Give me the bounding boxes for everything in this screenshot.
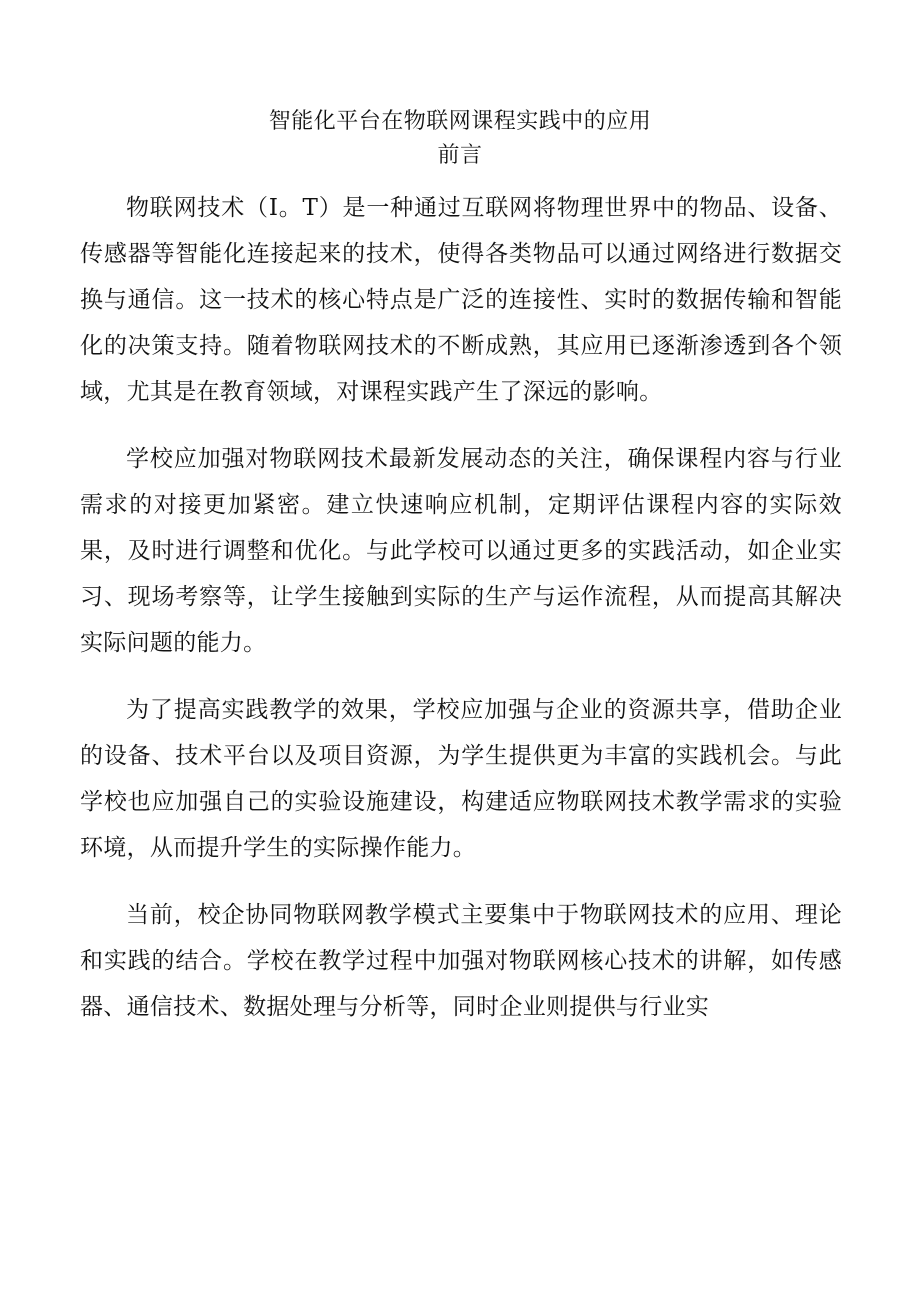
section-heading: 前言 xyxy=(437,143,483,168)
paragraph-2: 学校应加强对物联网技术最新发展动态的关注，确保课程内容与行业需求的对接更加紧密。建立快速响应机制，定期评估课程内容的实际效果，及时进行调整和优化。与此学校可以通过更多的实践活动，如企业实习、现场考察等，让学生接触到实际的生产与运作流程，从而提高其解决实际问题的能力。 xyxy=(80,446,842,656)
paragraph-1: 物联网技术（I。T）是一种通过互联网将物理世界中的物品、设备、传感器等智能化连接起来的技术，使得各类物品可以通过网络进行数据交换与通信。这一技术的核心特点是广泛的连接性、实时的数据传输和智能化的决策支持。随着物联网技术的不断成熟，其应用已逐渐渗透到各个领域，尤其是在教育领域，对课程实践产生了深远的影响。 xyxy=(80,195,842,405)
document-title: 智能化平台在物联网课程实践中的应用 xyxy=(268,109,652,134)
paragraph-4: 当前，校企协同物联网教学模式主要集中于物联网技术的应用、理论和实践的结合。学校在教学过程中加强对物联网核心技术的讲解，如传感器、通信技术、数据处理与分析等，同时企业则提供与行业实 xyxy=(80,902,842,1020)
paragraph-3: 为了提高实践教学的效果，学校应加强与企业的资源共享，借助企业的设备、技术平台以及项目资源，为学生提供更为丰富的实践机会。与此学校也应加强自己的实验设施建设，构建适应物联网技术教学需求的实验环境，从而提升学生的实际操作能力。 xyxy=(80,697,842,861)
document-body xyxy=(80,185,842,1051)
